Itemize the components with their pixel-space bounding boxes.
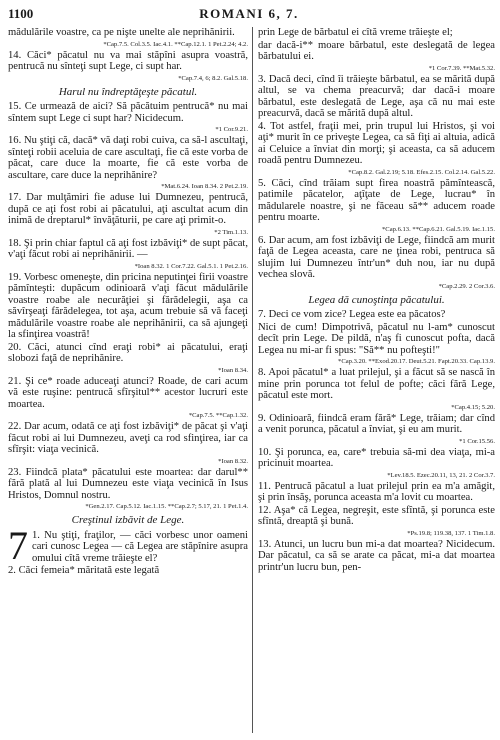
cross-reference-note: *Mat.6.24. Ioan 8.34. 2 Pet.2.19. xyxy=(161,183,248,190)
verse-text: 20. Căci, atunci cînd eraţi robi* ai păcatului, eraţi slobozi faţă de neprihănire. xyxy=(8,341,248,364)
verse-text: 23. Fiindcă plata* păcatului este moartea: dar darul** fără plată al lui Dumnezeu este viaţa vecinică în Isus Hristos, Domnul nostru. xyxy=(8,466,248,501)
cross-reference-note: *Cap.4.15; 5.20. xyxy=(451,403,495,411)
cross-reference-note: *Cap.3.20. **Exod.20.17. Deut.5.21. Fapt.20.33. Cap.13.9. xyxy=(338,358,495,365)
verse-text: 15. Ce urmează de aici? Să păcătuim pentrucă* nu mai sîntem supt Lege ci supt har? Nicidecum. xyxy=(8,101,248,124)
section-heading: Harul nu îndreptăţeşte păcatul. xyxy=(58,85,198,98)
verse-text: 18. Şi prin chiar faptul că aţi fost izbăviţi* de supt păcat, v'aţi făcut robi ai neprihănirii. — xyxy=(8,237,248,260)
verse-text: mădulările voastre, ca pe nişte unelte ale neprihănirii. xyxy=(8,27,235,38)
verse-text: 9. Odinioară, fiindcă eram fără* Lege, trăiam; dar cînd a venit porunca, păcatul a înviat, şi eu am murit. xyxy=(258,412,495,435)
verse-text: 13. Atunci, un lucru bun mi-a dat moartea? Nicidecum. Dar păcatul, ca să se arate ca păcat, mi-a dat moartea printr'un lucru bun, pen- xyxy=(258,538,495,573)
section-heading: Legea dă cunoştinţa păcatului. xyxy=(308,293,445,306)
verse-text: 6. Dar acum, am fost izbăviţi de Lege, fiindcă am murit faţă de Legea aceasta, care ne ţinea robi, pentruca să slujim lui Dumnezeu într'un* duh nou, iar nu după vechea slovă. xyxy=(258,234,495,280)
verse-text: 1. Nu ştiţi, fraţilor, — căci vorbesc unor oameni cari cunosc Legea — că Legea are stăpînire asupra omului cîtă vreme trăieşte el? xyxy=(32,529,248,564)
cross-reference-note: *Cap.8.2. Gal.2.19; 5.18. Efes.2.15. Col.2.14. Gal.5.22. xyxy=(348,168,495,176)
verse-text: 8. Apoi păcatul* a luat prilejul, şi a făcut să se nască în mine prin porunca tot felul de pofte; căci fără Lege, păcatul este mort. xyxy=(258,367,495,401)
verse-text: 16. Nu ştiţi că, dacă* vă daţi robi cuiva, ca să-l ascultaţi, sînteţi robii aceluia de care ascultaţi, fie că este vorba de păcat, care duce la moarte, fie că este vorba de ascultare, care duce la neprihănire? xyxy=(8,135,248,181)
cross-reference-note: *Cap.7.5. **Cap.1.32. xyxy=(188,412,248,419)
verse-text: 12. Aşa* că Legea, negreşit, este sfîntă, şi porunca este sfîntă, dreaptă şi bună. xyxy=(258,504,495,527)
cross-reference-note: *1 Cor.15.56. xyxy=(459,437,495,445)
cross-reference-note: *Ioan 8.32. xyxy=(218,457,248,465)
verse-text: 11. Pentrucă păcatul a luat prilejul prin ea m'a amăgit, şi prin însăş, porunca aceasta m'a lovit cu moartea. xyxy=(258,480,495,503)
cross-reference-note: *Cap.6.13. **Cap.6.21. Gal.5.19. Iac.1.15. xyxy=(382,225,495,233)
cross-reference-note: *Cap.7.4, 6; 8.2. Gal.5.18. xyxy=(178,74,248,82)
verse-text: 10. Şi porunca, ea, care* trebuia să-mi dea viaţa, mi-a pricinuit moartea. xyxy=(258,446,495,469)
cross-reference-note: *Cap.2.29. 2 Cor.3.6. xyxy=(438,282,495,290)
verse-text: 5. Căci, cînd trăiam supt firea noastră pămîntească, patimile păcatelor, aţîţate de Lege, lucrau* în mădularele noastre, şi ne făceau să** aducem roade pentru moarte. xyxy=(258,177,495,223)
column-divider xyxy=(252,27,253,733)
verse-text: 4. Tot astfel, fraţii mei, prin trupul lui Hristos, şi voi aţi* murit în ce priveşte Legea, ca să fiţi ai altuia, adică ai Celuice a înviat din morţi; şi aceasta, ca să aducem roadă pentru Dumnezeu. xyxy=(258,120,495,166)
page-header xyxy=(8,6,490,24)
cross-reference-note: *Ps.19.8; 119.38, 137. 1 Tim.1.8. xyxy=(407,529,495,537)
running-title: ROMANI 6, 7. xyxy=(199,6,299,21)
verse-text: 21. Şi ce* roade aduceaţi atunci? Roade, de cari acum vă este ruşine: pentrucă sfîrşitul** acestor lucruri este moartea. xyxy=(8,375,248,410)
cross-reference-note: *Gen.2.17. Cap.5.12. Iac.1.15. **Cap.2.7; 5.17, 21. 1 Pet.1.4. xyxy=(85,503,248,510)
verse-text: dar dacă-i** moare bărbatul, este deslegată de legea bărbatului ei. xyxy=(258,39,495,62)
verse-text: 2. Căci femeia* măritată este legată xyxy=(8,565,160,576)
verse-text: 14. Căci* păcatul nu va mai stăpîni asupra voastră, pentrucă nu sînteţi supt Lege, ci supt har. xyxy=(8,49,248,72)
cross-reference-note: *1 Cor.9.21. xyxy=(215,126,248,133)
page-number: 1100 xyxy=(8,6,34,21)
right-column xyxy=(258,27,495,739)
verse-text: Nici de cum! Dimpotrivă, păcatul nu l-am* cunoscut decît prin Lege. De pildă, n'aş fi cunoscut pofta, dacă Legea nu mi-ar fi spus: "Să** nu pofteşti!" xyxy=(258,321,495,356)
cross-reference-note: *2 Tim.1.13. xyxy=(214,228,248,236)
chapter-opening xyxy=(8,522,248,568)
verse-text: 3. Dacă deci, cînd îi trăieşte bărbatul, ea se mărită după altul, se va chema preacurvă; dar dacă-i moare bărbatul, este deslegată de Lege, aşa că nu mai este preacurvă, dacă se mărită după altul. xyxy=(258,73,495,119)
verse-text: 19. Vorbesc omeneşte, din pricina neputinţei firii voastre pămînteşti: dupăcum odinioară v'aţi făcut mădulările voastre roabe ale necurăţiei şi fărădelegii, aşa ca săvîrşeaţi fărădelegea, tot aşa, acum trebuie să vă faceţi mădulările voastre roabe ale neprihănirii, ca să ajungeţi la sfinţirea voastră! xyxy=(8,271,248,340)
verse-text: 7. Deci ce vom zice? Legea este ea păcatos? xyxy=(258,309,446,320)
verse-text: 17. Dar mulţămiri fie aduse lui Dumnezeu, pentrucă, după ce aţi fost robi ai păcatului, aţi ascultat acum din inimă de dreptarul* învăţăturii, pe care aţi primit-o. xyxy=(8,192,248,226)
cross-reference-note: *Ioan 8.32. 1 Cor.7.22. Gal.5.1. 1 Pet.2.16. xyxy=(134,262,248,270)
verse-text: prin Lege de bărbatul ei cîtă vreme trăieşte el; xyxy=(258,27,453,38)
cross-reference-note: *Lev.18.5. Ezec.20.11, 13, 21. 2 Cor.3.7. xyxy=(387,471,495,479)
cross-reference-note: *Cap.7.5. Col.3.5. Iac.4.1. **Cap.12.1. 1 Pet.2.24; 4.2. xyxy=(103,40,248,48)
cross-reference-note: *Ioan 8.34. xyxy=(218,366,248,374)
chapter-number: 7 xyxy=(8,522,28,568)
section-heading: Creştinul izbăvit de Lege. xyxy=(71,514,185,526)
cross-reference-note: *1 Cor.7.39. **Mat.5.32. xyxy=(428,64,495,72)
verse-text: 22. Dar acum, odată ce aţi fost izbăviţi* de păcat şi v'aţi făcut robi ai lui Dumnezeu, aveţi ca rod sfinţirea, iar ca sfîrşit: viaţa vecinică. xyxy=(8,421,248,455)
left-column xyxy=(8,27,248,739)
